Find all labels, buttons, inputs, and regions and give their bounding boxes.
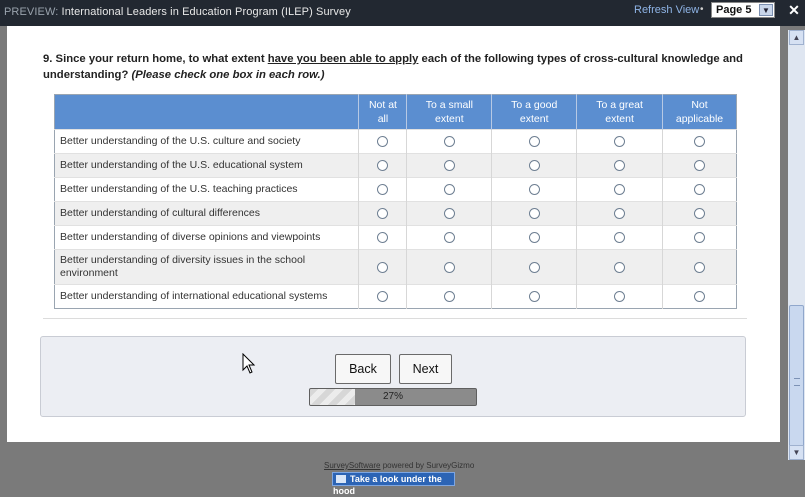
refresh-view-link[interactable]: Refresh View: [634, 4, 700, 16]
column-header: To a small extent: [407, 95, 492, 130]
page-select-value: Page 5: [716, 4, 752, 16]
radio-button[interactable]: [529, 160, 540, 171]
question-instruction: (Please check one box in each row.): [131, 69, 325, 81]
close-icon[interactable]: ✕: [788, 2, 800, 18]
radio-cell[interactable]: [663, 285, 737, 309]
mouse-cursor-icon: [242, 353, 256, 375]
navigation-area: [40, 336, 746, 417]
scrollbar-thumb[interactable]: [789, 305, 804, 453]
survey-software-link[interactable]: SurveySoftware: [324, 461, 381, 470]
progress-bar: [309, 388, 477, 406]
radio-cell[interactable]: [407, 226, 492, 250]
hood-button-label: Take a look under the hood: [333, 474, 442, 496]
question-grid: [54, 94, 737, 309]
radio-cell[interactable]: [407, 130, 492, 154]
radio-button[interactable]: [529, 232, 540, 243]
radio-button[interactable]: [614, 160, 625, 171]
radio-cell[interactable]: [663, 178, 737, 202]
radio-button[interactable]: [377, 262, 388, 273]
radio-cell[interactable]: [492, 202, 577, 226]
grid-row: [55, 130, 737, 154]
row-label: Better understanding of diverse opinions and viewpoints: [55, 226, 359, 250]
grip-icon: [794, 378, 800, 386]
row-label: Better understanding of the U.S. educational system: [55, 154, 359, 178]
divider: [43, 318, 747, 319]
radio-cell[interactable]: [407, 178, 492, 202]
radio-button[interactable]: [444, 232, 455, 243]
radio-button[interactable]: [444, 208, 455, 219]
scrollbar[interactable]: [788, 30, 805, 460]
radio-cell[interactable]: [663, 154, 737, 178]
radio-cell[interactable]: [407, 202, 492, 226]
radio-button[interactable]: [377, 232, 388, 243]
radio-button[interactable]: [694, 232, 705, 243]
grid-row: [55, 178, 737, 202]
radio-button[interactable]: [377, 160, 388, 171]
radio-button[interactable]: [377, 136, 388, 147]
radio-button[interactable]: [444, 136, 455, 147]
radio-cell[interactable]: [492, 178, 577, 202]
radio-button[interactable]: [614, 232, 625, 243]
radio-cell[interactable]: [577, 285, 663, 309]
radio-button[interactable]: [377, 291, 388, 302]
progress-text: 27%: [382, 391, 403, 402]
radio-cell[interactable]: [407, 285, 492, 309]
grid-row: [55, 250, 737, 285]
next-button[interactable]: Next: [399, 354, 452, 384]
preview-prefix: PREVIEW:: [4, 6, 59, 18]
hood-icon: [336, 475, 346, 483]
row-label: Better understanding of international educational systems: [55, 285, 359, 309]
column-header: To a great extent: [577, 95, 663, 130]
radio-cell[interactable]: [492, 285, 577, 309]
radio-button[interactable]: [694, 262, 705, 273]
grid-row: [55, 285, 737, 309]
radio-cell[interactable]: [359, 130, 407, 154]
radio-cell[interactable]: [492, 154, 577, 178]
radio-cell[interactable]: [577, 178, 663, 202]
radio-cell[interactable]: [492, 226, 577, 250]
radio-cell[interactable]: [577, 226, 663, 250]
radio-cell[interactable]: [359, 285, 407, 309]
row-label: Better understanding of the U.S. culture and society: [55, 130, 359, 154]
radio-button[interactable]: [694, 208, 705, 219]
column-header: Not at all: [359, 95, 407, 130]
radio-button[interactable]: [614, 291, 625, 302]
page-select[interactable]: [711, 2, 775, 18]
grid-header-blank: [55, 95, 359, 130]
scroll-down-icon[interactable]: ▼: [789, 445, 804, 460]
row-label: Better understanding of the U.S. teaching practices: [55, 178, 359, 202]
radio-cell[interactable]: [407, 154, 492, 178]
radio-cell[interactable]: [407, 250, 492, 285]
preview-toolbar: [0, 0, 805, 26]
radio-cell[interactable]: [577, 154, 663, 178]
radio-button[interactable]: [444, 184, 455, 195]
radio-button[interactable]: [444, 160, 455, 171]
grid-header-row: [55, 95, 737, 130]
radio-button[interactable]: [444, 291, 455, 302]
radio-button[interactable]: [529, 291, 540, 302]
radio-cell[interactable]: [663, 202, 737, 226]
grid-row: [55, 154, 737, 178]
hood-button[interactable]: [332, 472, 455, 496]
radio-cell[interactable]: [492, 130, 577, 154]
radio-button[interactable]: [614, 184, 625, 195]
preview-title: [4, 6, 351, 18]
column-header: Not applicable: [663, 95, 737, 130]
radio-button[interactable]: [614, 208, 625, 219]
radio-button[interactable]: [614, 136, 625, 147]
question-part-2: each of the following types of cross-cultural knowledge and understanding?: [43, 53, 743, 81]
radio-cell[interactable]: [359, 154, 407, 178]
radio-button[interactable]: [694, 160, 705, 171]
question-text: [43, 51, 743, 83]
radio-button[interactable]: [694, 291, 705, 302]
radio-button[interactable]: [529, 262, 540, 273]
radio-button[interactable]: [529, 208, 540, 219]
radio-button[interactable]: [529, 184, 540, 195]
radio-button[interactable]: [377, 208, 388, 219]
row-label: Better understanding of diversity issues in the school environment: [55, 250, 359, 285]
grid-row: [55, 202, 737, 226]
radio-cell[interactable]: [359, 250, 407, 285]
radio-cell[interactable]: [359, 178, 407, 202]
radio-cell[interactable]: [359, 202, 407, 226]
radio-cell[interactable]: [663, 130, 737, 154]
radio-cell[interactable]: [577, 202, 663, 226]
radio-cell[interactable]: [577, 130, 663, 154]
column-header: To a good extent: [492, 95, 577, 130]
radio-cell[interactable]: [577, 250, 663, 285]
question-emphasis: have you been able to apply: [267, 53, 419, 65]
back-button[interactable]: Back: [335, 354, 391, 384]
radio-cell[interactable]: [359, 226, 407, 250]
radio-button[interactable]: [614, 262, 625, 273]
radio-button[interactable]: [694, 136, 705, 147]
chevron-down-icon[interactable]: ▼: [759, 4, 773, 16]
survey-title: International Leaders in Education Program (ILEP) Survey: [61, 6, 351, 18]
radio-cell[interactable]: [663, 226, 737, 250]
radio-cell[interactable]: [663, 250, 737, 285]
radio-button[interactable]: [444, 262, 455, 273]
powered-by: [324, 461, 475, 470]
row-label: Better understanding of cultural differences: [55, 202, 359, 226]
powered-by-text: powered by SurveyGizmo: [380, 461, 475, 470]
question-part-1: 9. Since your return home, to what extent: [43, 53, 268, 65]
radio-cell[interactable]: [492, 250, 577, 285]
radio-button[interactable]: [529, 136, 540, 147]
radio-button[interactable]: [377, 184, 388, 195]
scroll-up-icon[interactable]: ▲: [789, 30, 804, 45]
separator-dot: •: [700, 4, 704, 15]
grid-row: [55, 226, 737, 250]
radio-button[interactable]: [694, 184, 705, 195]
